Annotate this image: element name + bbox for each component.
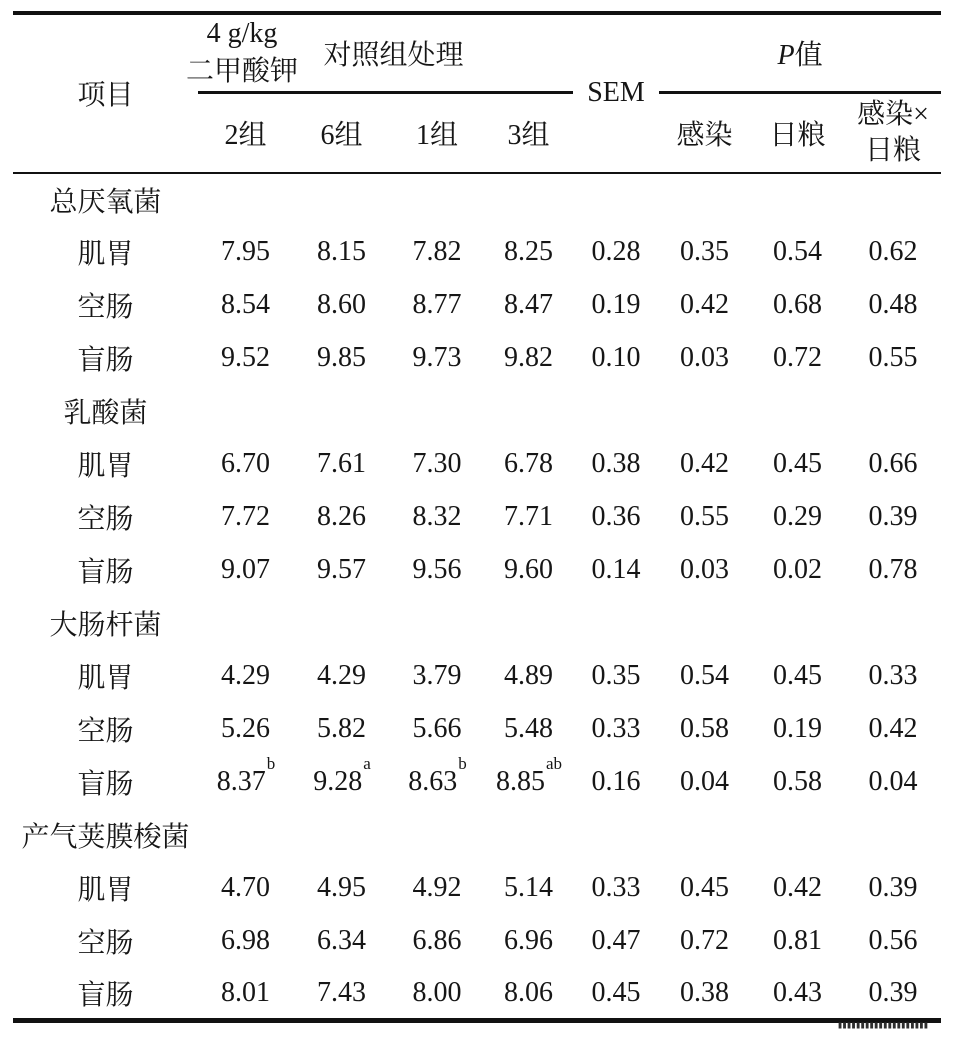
data-row: [13, 915, 941, 968]
value-cell: 0.45: [591, 976, 641, 1008]
value-cell: [484, 173, 573, 226]
value-cell: [484, 809, 573, 862]
value-cell: 9.57: [317, 554, 366, 585]
value-cell: 0.02: [773, 554, 823, 585]
value-cell: [750, 597, 845, 650]
value-cell: 6.34: [317, 925, 366, 956]
value-cell: 0.33: [868, 660, 918, 691]
value-cell: 0.68: [773, 289, 823, 320]
value-cell: 8.85$^{ab}$: [496, 753, 563, 797]
row-label: 空肠: [77, 716, 134, 747]
value-cell: 9.82: [504, 342, 554, 373]
col-header-sem: SEM: [573, 13, 659, 173]
value-cell: 8.60: [317, 289, 366, 320]
value-cell: 9.52: [221, 342, 270, 373]
value-cell: 9.60: [504, 554, 554, 585]
value-cell: 0.39: [868, 872, 918, 903]
value-cell: 8.63$^b$: [408, 753, 467, 797]
value-cell: [750, 173, 845, 226]
section-row: [13, 173, 941, 226]
data-row: [13, 862, 941, 915]
value-cell: [484, 597, 573, 650]
row-label: 盲肠: [77, 769, 134, 800]
value-cell: 0.35: [680, 236, 730, 267]
value-cell: 6.78: [504, 448, 554, 479]
value-cell: 8.15: [317, 236, 366, 267]
value-cell: 0.28: [591, 236, 641, 267]
data-row: [13, 438, 941, 491]
value-cell: [573, 597, 659, 650]
results-table-wrapper: [13, 11, 941, 1023]
value-cell: [750, 385, 845, 438]
value-cell: [845, 809, 941, 862]
row-label: 肌胃: [77, 875, 134, 906]
value-cell: 0.42: [868, 713, 918, 744]
value-cell: 0.45: [773, 448, 823, 479]
value-cell: 0.54: [680, 660, 730, 691]
value-cell: 0.58: [773, 766, 823, 797]
value-cell: 7.82: [412, 236, 462, 267]
value-cell: [573, 809, 659, 862]
value-cell: [659, 385, 750, 438]
value-cell: 0.03: [680, 342, 730, 373]
section-label: 乳酸菌: [63, 398, 148, 429]
value-cell: 0.78: [868, 554, 918, 585]
significance-superscript: b: [266, 753, 276, 773]
value-cell: 0.45: [680, 872, 730, 903]
value-cell: 4.92: [412, 872, 462, 903]
row-label: 肌胃: [77, 451, 134, 482]
value-cell: 0.45: [773, 660, 823, 691]
value-cell: 0.66: [868, 448, 918, 479]
value-cell: 0.39: [868, 976, 918, 1008]
value-cell: 5.82: [317, 713, 366, 744]
value-cell: 8.32: [412, 501, 462, 532]
value-cell: 7.61: [317, 448, 366, 479]
value-cell: 8.37$^b$: [216, 753, 276, 797]
value-cell: 0.19: [773, 713, 823, 744]
significance-superscript: a: [363, 753, 371, 773]
value-cell: [573, 173, 659, 226]
value-cell: 8.54: [221, 289, 270, 320]
table-body: [13, 173, 941, 1021]
value-cell: 0.72: [680, 925, 730, 956]
value-cell: [659, 173, 750, 226]
value-cell: [573, 385, 659, 438]
value-cell: 5.14: [504, 872, 554, 903]
value-cell: 0.03: [680, 554, 730, 585]
value-cell: 9.28$^a$: [313, 753, 371, 797]
value-cell: 7.71: [504, 501, 554, 532]
value-cell: [390, 173, 484, 226]
value-cell: [293, 597, 390, 650]
row-label: 肌胃: [77, 239, 134, 270]
value-cell: 7.43: [317, 976, 366, 1008]
value-cell: 0.55: [680, 501, 730, 532]
value-cell: 0.42: [680, 289, 730, 320]
row-label: 肌胃: [77, 663, 134, 694]
value-cell: 3.79: [412, 660, 462, 691]
value-cell: 5.48: [504, 713, 554, 744]
value-cell: 8.26: [317, 501, 366, 532]
header-row-groups: [13, 13, 941, 93]
value-cell: [750, 809, 845, 862]
data-row: [13, 491, 941, 544]
value-cell: 0.36: [591, 501, 641, 532]
row-label: 空肠: [77, 504, 134, 535]
value-cell: [845, 173, 941, 226]
value-cell: [293, 385, 390, 438]
value-cell: 0.38: [680, 976, 730, 1008]
data-row: [13, 650, 941, 703]
value-cell: [659, 597, 750, 650]
section-row: [13, 597, 941, 650]
value-cell: 0.48: [868, 289, 918, 320]
data-row: [13, 756, 941, 809]
value-cell: [845, 385, 941, 438]
col-header-infection: 感染: [659, 93, 750, 173]
row-label: 盲肠: [77, 979, 134, 1011]
value-cell: 0.72: [773, 342, 823, 373]
value-cell: 0.42: [773, 872, 823, 903]
value-cell: 0.47: [591, 925, 641, 956]
value-cell: 9.85: [317, 342, 366, 373]
data-row: [13, 703, 941, 756]
value-cell: 4.89: [504, 660, 554, 691]
value-cell: 0.16: [591, 766, 641, 797]
section-row: [13, 385, 941, 438]
value-cell: 8.00: [412, 976, 462, 1008]
value-cell: 0.04: [680, 766, 730, 797]
value-cell: [198, 385, 293, 438]
value-cell: 6.98: [221, 925, 270, 956]
section-row: [13, 809, 941, 862]
value-cell: 9.07: [221, 554, 270, 585]
value-cell: 0.29: [773, 501, 823, 532]
value-cell: 0.14: [591, 554, 641, 585]
col-group-p-value: [659, 13, 941, 93]
watermark: ▮▮▮▮▮▮▮▮▮▮▮▮▮▮▮▮▮▮▮▮: [837, 1020, 928, 1031]
value-cell: 6.96: [504, 925, 554, 956]
value-cell: 0.38: [591, 448, 641, 479]
value-cell: [390, 385, 484, 438]
value-cell: [484, 385, 573, 438]
section-label: 总厌氧菌: [49, 186, 162, 218]
group-label-potassium-diformate: 4 g/kg 二甲酸钾: [186, 18, 299, 87]
section-label: 产气荚膜梭菌: [21, 822, 190, 853]
value-cell: 0.19: [591, 289, 641, 320]
value-cell: 7.30: [412, 448, 462, 479]
value-cell: 8.77: [412, 289, 462, 320]
data-row: [13, 332, 941, 385]
col-header-group-2: 2组: [198, 93, 293, 173]
data-row: [13, 544, 941, 597]
value-cell: 5.26: [221, 713, 270, 744]
col-header-group-3: 3组: [484, 93, 573, 173]
value-cell: [390, 597, 484, 650]
value-cell: 6.70: [221, 448, 270, 479]
value-cell: 0.04: [868, 766, 918, 797]
value-cell: 9.73: [412, 342, 462, 373]
value-cell: 0.55: [868, 342, 918, 373]
value-cell: 0.62: [868, 236, 918, 267]
value-cell: 0.33: [591, 872, 641, 903]
value-cell: 8.06: [504, 976, 554, 1008]
data-row: [13, 226, 941, 279]
value-cell: 7.95: [221, 236, 270, 267]
value-cell: 4.95: [317, 872, 366, 903]
value-cell: 8.25: [504, 236, 554, 267]
data-row: [13, 279, 941, 332]
col-header-diet: 日粮: [750, 93, 845, 173]
value-cell: 6.86: [412, 925, 462, 956]
value-cell: [845, 597, 941, 650]
value-cell: 0.33: [591, 713, 641, 744]
value-cell: 4.70: [221, 872, 270, 903]
value-cell: 8.47: [504, 289, 554, 320]
table-header: [13, 13, 941, 173]
value-cell: 9.56: [412, 554, 462, 585]
value-cell: 0.39: [868, 501, 918, 532]
value-cell: 7.72: [221, 501, 270, 532]
value-cell: [198, 173, 293, 226]
microbiota-results-table: [13, 11, 941, 1023]
col-header-infection-x-diet: 感染× 日粮: [845, 93, 941, 173]
value-cell: 8.01: [221, 976, 270, 1008]
row-label: 空肠: [77, 928, 134, 959]
col-header-item: 项目: [13, 13, 198, 173]
value-cell: [293, 809, 390, 862]
value-cell: 0.10: [591, 342, 641, 373]
value-cell: 4.29: [221, 660, 270, 691]
col-header-group-1: 1组: [390, 93, 484, 173]
value-cell: [659, 809, 750, 862]
value-cell: [198, 597, 293, 650]
value-cell: 4.29: [317, 660, 366, 691]
value-cell: 0.42: [680, 448, 730, 479]
value-cell: [293, 173, 390, 226]
value-cell: 0.35: [591, 660, 641, 691]
value-cell: 0.56: [868, 925, 918, 956]
value-cell: 5.66: [412, 713, 462, 744]
value-cell: 0.81: [773, 925, 823, 956]
data-row: [13, 968, 941, 1021]
value-cell: [390, 809, 484, 862]
value-cell: [198, 809, 293, 862]
row-label: 盲肠: [77, 345, 134, 376]
col-group-control-treatment: [323, 13, 573, 93]
value-cell: 0.43: [773, 976, 823, 1008]
group-label-control-treatment: 对照组处理: [323, 40, 464, 71]
value-cell: 0.54: [773, 236, 823, 267]
row-label: 盲肠: [77, 557, 134, 588]
significance-superscript: ab: [546, 753, 563, 773]
col-header-group-6: 6组: [293, 93, 390, 173]
group-label-p-value: P值: [777, 40, 823, 71]
value-cell: 0.58: [680, 713, 730, 744]
section-label: 大肠杆菌: [49, 610, 162, 641]
row-label: 空肠: [77, 292, 134, 323]
significance-superscript: b: [458, 753, 467, 773]
